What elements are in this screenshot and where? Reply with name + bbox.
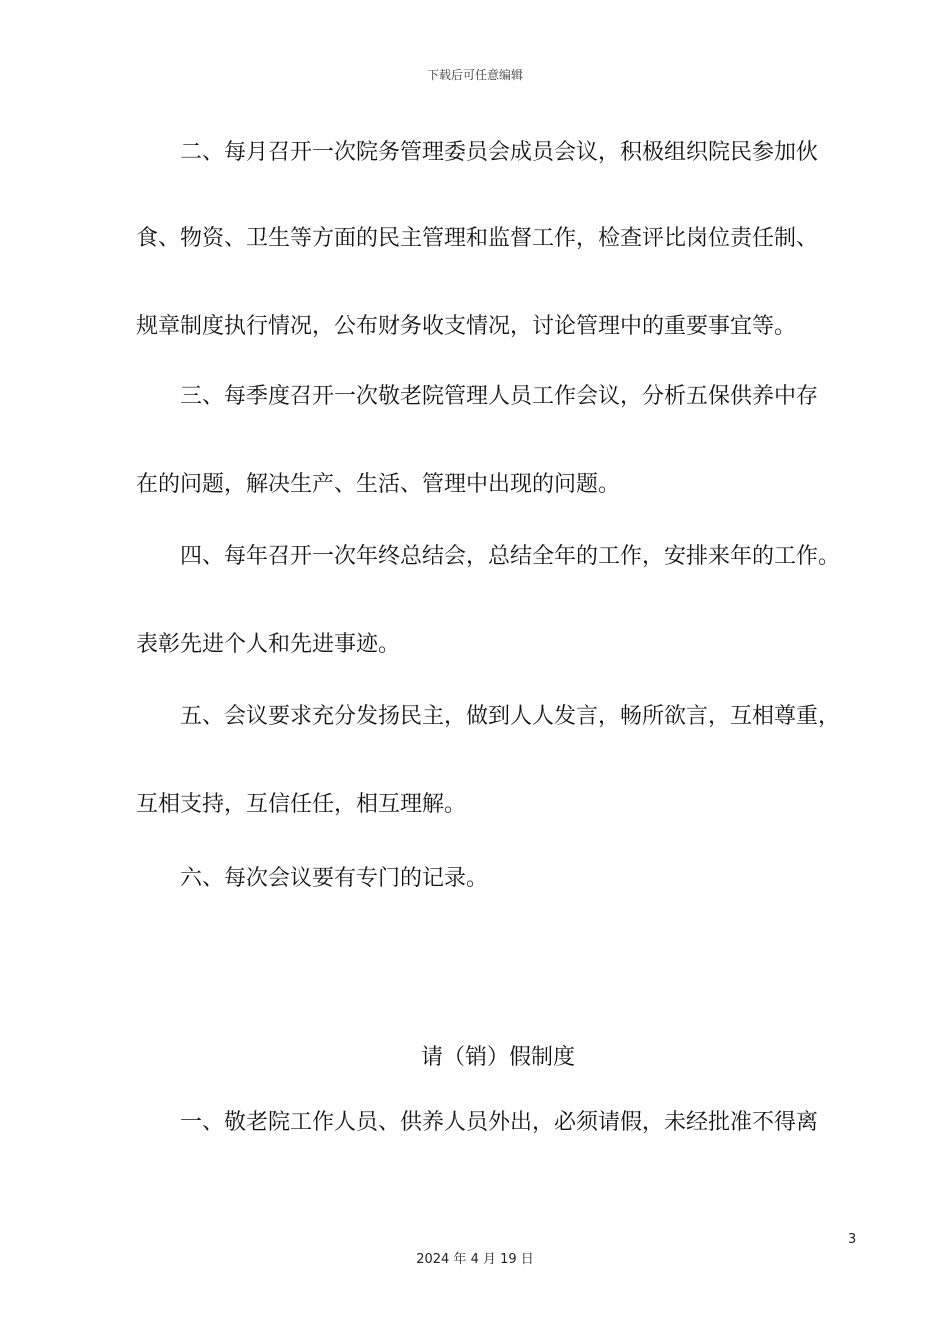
body-line-6: 四、每年召开一次年终总结会，总结全年的工作，安排来年的工作。 (136, 544, 841, 569)
footer-date: 2024 年 4 月 19 日 (416, 1252, 534, 1267)
section-title: 请（销）假制度 (420, 1045, 575, 1070)
body-line-9: 互相支持，互信任任，相互理解。 (136, 792, 467, 817)
section-line-1: 一、敬老院工作人员、供养人员外出，必须请假，未经批准不得离 (136, 1110, 819, 1135)
body-line-4: 三、每季度召开一次敬老院管理人员工作会议，分析五保供养中存 (136, 384, 819, 409)
page-header: 下载后可任意编辑 (426, 68, 523, 82)
body-line-1: 二、每月召开一次院务管理委员会成员会议，积极组织院民参加伙 (136, 140, 819, 165)
page-number: 3 (848, 1232, 857, 1247)
body-line-7: 表彰先进个人和先进事迹。 (136, 632, 401, 657)
body-line-2: 食、物资、卫生等方面的民主管理和监督工作，检查评比岗位责任制、 (136, 226, 819, 251)
body-line-5: 在的问题，解决生产、生活、管理中出现的问题。 (136, 472, 621, 497)
body-line-3: 规章制度执行情况，公布财务收支情况，讨论管理中的重要事宜等。 (136, 314, 797, 339)
body-line-8: 五、会议要求充分发扬民主，做到人人发言，畅所欲言，互相尊重， (136, 704, 841, 729)
body-line-10: 六、每次会议要有专门的记录。 (136, 866, 489, 891)
